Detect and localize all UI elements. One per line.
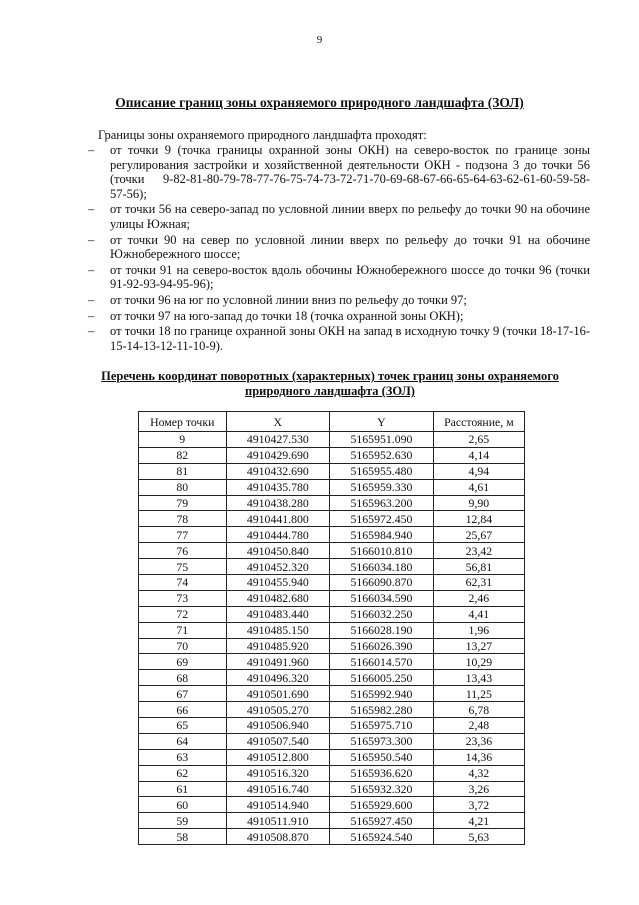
table-row [139,479,525,495]
cell-distance: 12,84 [433,511,524,527]
cell-distance: 3,26 [433,781,524,797]
cell-y: 5166090.870 [330,575,434,591]
cell-point-number: 61 [139,781,227,797]
cell-x: 4910450.840 [226,543,330,559]
boundary-segment-item: – от точки 96 на юг по условной линии вниз по рельефу до точки 97; [88,293,590,308]
cell-point-number: 66 [139,702,227,718]
cell-x: 4910501.690 [226,686,330,702]
cell-distance: 4,21 [433,813,524,829]
cell-y: 5165975.710 [330,718,434,734]
cell-distance: 62,31 [433,575,524,591]
table-title-line-1: Перечень координат поворотных (характерных) точек границ зоны охраняемого [101,369,559,383]
boundary-segment-item: – от точки 56 на северо-запад по условной линии вверх по рельефу до точки 90 на обочине улицы Южная; [88,202,590,231]
boundary-segment-item: – от точки 9 (точка границы охранной зоны ОКН) на северо-восток по границе зоны регулирования застройки и хозяйственной деятельности ОКН - подзона 3 до точки 56 (точки 9-82-81-80-79-78-77-76-75-74-73-72-71-70-69-68-67-66-65-64-63-62-61-60-59-58-57-56); [88,143,590,201]
cell-x: 4910496.320 [226,670,330,686]
table-row [139,829,525,845]
cell-point-number: 80 [139,479,227,495]
cell-point-number: 75 [139,559,227,575]
cell-point-number: 73 [139,590,227,606]
table-row [139,511,525,527]
cell-x: 4910438.280 [226,495,330,511]
table-row [139,813,525,829]
table-row [139,733,525,749]
cell-distance: 4,61 [433,479,524,495]
cell-point-number: 9 [139,432,227,448]
table-row [139,765,525,781]
cell-y: 5165992.940 [330,686,434,702]
cell-distance: 2,65 [433,432,524,448]
table-row [139,527,525,543]
cell-x: 4910452.320 [226,559,330,575]
cell-x: 4910435.780 [226,479,330,495]
cell-y: 5166034.590 [330,590,434,606]
header-point-number: Номер точки [139,412,227,432]
header-x: X [226,412,330,432]
cell-distance: 4,94 [433,463,524,479]
cell-distance: 11,25 [433,686,524,702]
table-row [139,686,525,702]
cell-point-number: 63 [139,749,227,765]
cell-y: 5165972.450 [330,511,434,527]
cell-distance: 23,42 [433,543,524,559]
cell-x: 4910491.960 [226,654,330,670]
cell-point-number: 62 [139,765,227,781]
cell-point-number: 69 [139,654,227,670]
cell-y: 5166032.250 [330,606,434,622]
cell-distance: 6,78 [433,702,524,718]
cell-x: 4910511.910 [226,813,330,829]
cell-x: 4910444.780 [226,527,330,543]
table-row [139,606,525,622]
cell-y: 5165951.090 [330,432,434,448]
cell-x: 4910455.940 [226,575,330,591]
cell-point-number: 76 [139,543,227,559]
cell-x: 4910485.920 [226,638,330,654]
cell-y: 5166014.570 [330,654,434,670]
table-row [139,622,525,638]
table-row [139,575,525,591]
cell-y: 5166028.190 [330,622,434,638]
boundary-segment-item: – от точки 97 на юго-запад до точки 18 (точка охранной зоны ОКН); [88,309,590,324]
cell-point-number: 72 [139,606,227,622]
cell-y: 5165929.600 [330,797,434,813]
table-row [139,447,525,463]
cell-y: 5165927.450 [330,813,434,829]
cell-x: 4910482.680 [226,590,330,606]
cell-point-number: 68 [139,670,227,686]
cell-x: 4910441.800 [226,511,330,527]
cell-distance: 4,41 [433,606,524,622]
table-row [139,543,525,559]
cell-point-number: 60 [139,797,227,813]
cell-y: 5165984.940 [330,527,434,543]
cell-point-number: 74 [139,575,227,591]
cell-point-number: 82 [139,447,227,463]
table-body [139,432,525,845]
cell-distance: 9,90 [433,495,524,511]
cell-y: 5165936.620 [330,765,434,781]
header-y: Y [330,412,434,432]
cell-distance: 13,43 [433,670,524,686]
table-row [139,463,525,479]
table-row [139,654,525,670]
cell-y: 5165959.330 [330,479,434,495]
table-header-row [139,412,525,432]
cell-distance: 4,14 [433,447,524,463]
cell-y: 5165982.280 [330,702,434,718]
cell-distance: 3,72 [433,797,524,813]
cell-x: 4910508.870 [226,829,330,845]
table-row [139,590,525,606]
boundary-segment-item: – от точки 91 на северо-восток вдоль обочины Южнобережного шоссе до точки 96 (точки 91-92-93-94-95-96); [88,263,590,292]
table-row [139,638,525,654]
header-distance: Расстояние, м [433,412,524,432]
table-title-line-2: природного ландшафта (ЗОЛ) [245,384,415,398]
cell-y: 5165952.630 [330,447,434,463]
cell-distance: 5,63 [433,829,524,845]
boundary-segment-item: – от точки 90 на север по условной линии вверх по рельефу до точки 91 на обочине Южнобережного шоссе; [88,233,590,262]
boundary-description-list [88,143,590,354]
cell-distance: 4,32 [433,765,524,781]
cell-y: 5165924.540 [330,829,434,845]
cell-x: 4910483.440 [226,606,330,622]
table-row [139,781,525,797]
cell-y: 5165963.200 [330,495,434,511]
cell-point-number: 67 [139,686,227,702]
table-row [139,797,525,813]
cell-distance: 10,29 [433,654,524,670]
table-row [139,718,525,734]
cell-y: 5166026.390 [330,638,434,654]
section-title: Описание границ зоны охраняемого природного ландшафта (ЗОЛ) [115,95,524,110]
cell-y: 5166034.180 [330,559,434,575]
table-row [139,749,525,765]
cell-distance: 13,27 [433,638,524,654]
cell-distance: 2,46 [433,590,524,606]
cell-distance: 23,36 [433,733,524,749]
cell-x: 4910505.270 [226,702,330,718]
cell-point-number: 59 [139,813,227,829]
cell-x: 4910427.530 [226,432,330,448]
table-row [139,432,525,448]
cell-y: 5165955.480 [330,463,434,479]
cell-point-number: 71 [139,622,227,638]
cell-y: 5165950.540 [330,749,434,765]
cell-x: 4910507.540 [226,733,330,749]
cell-x: 4910485.150 [226,622,330,638]
cell-y: 5166010.810 [330,543,434,559]
boundary-segment-item: – от точки 18 по границе охранной зоны ОКН на запад в исходную точку 9 (точки 18-17-16-15-14-13-12-11-10-9). [88,324,590,353]
cell-point-number: 65 [139,718,227,734]
table-title [60,369,600,399]
cell-distance: 14,36 [433,749,524,765]
cell-y: 5166005.250 [330,670,434,686]
cell-point-number: 64 [139,733,227,749]
cell-x: 4910512.800 [226,749,330,765]
cell-y: 5165973.300 [330,733,434,749]
coordinates-table [138,411,525,845]
cell-distance: 25,67 [433,527,524,543]
page-number: 9 [316,34,323,46]
cell-point-number: 70 [139,638,227,654]
cell-point-number: 78 [139,511,227,527]
cell-point-number: 77 [139,527,227,543]
cell-x: 4910506.940 [226,718,330,734]
table-row [139,670,525,686]
cell-x: 4910432.690 [226,463,330,479]
cell-point-number: 58 [139,829,227,845]
table-row [139,702,525,718]
table-row [139,495,525,511]
table-row [139,559,525,575]
intro-text: Границы зоны охраняемого природного ландшафта проходят: [98,128,427,142]
cell-x: 4910429.690 [226,447,330,463]
cell-x: 4910516.320 [226,765,330,781]
cell-point-number: 81 [139,463,227,479]
cell-distance: 2,48 [433,718,524,734]
cell-distance: 56,81 [433,559,524,575]
cell-distance: 1,96 [433,622,524,638]
cell-x: 4910514.940 [226,797,330,813]
cell-point-number: 79 [139,495,227,511]
cell-x: 4910516.740 [226,781,330,797]
cell-y: 5165932.320 [330,781,434,797]
